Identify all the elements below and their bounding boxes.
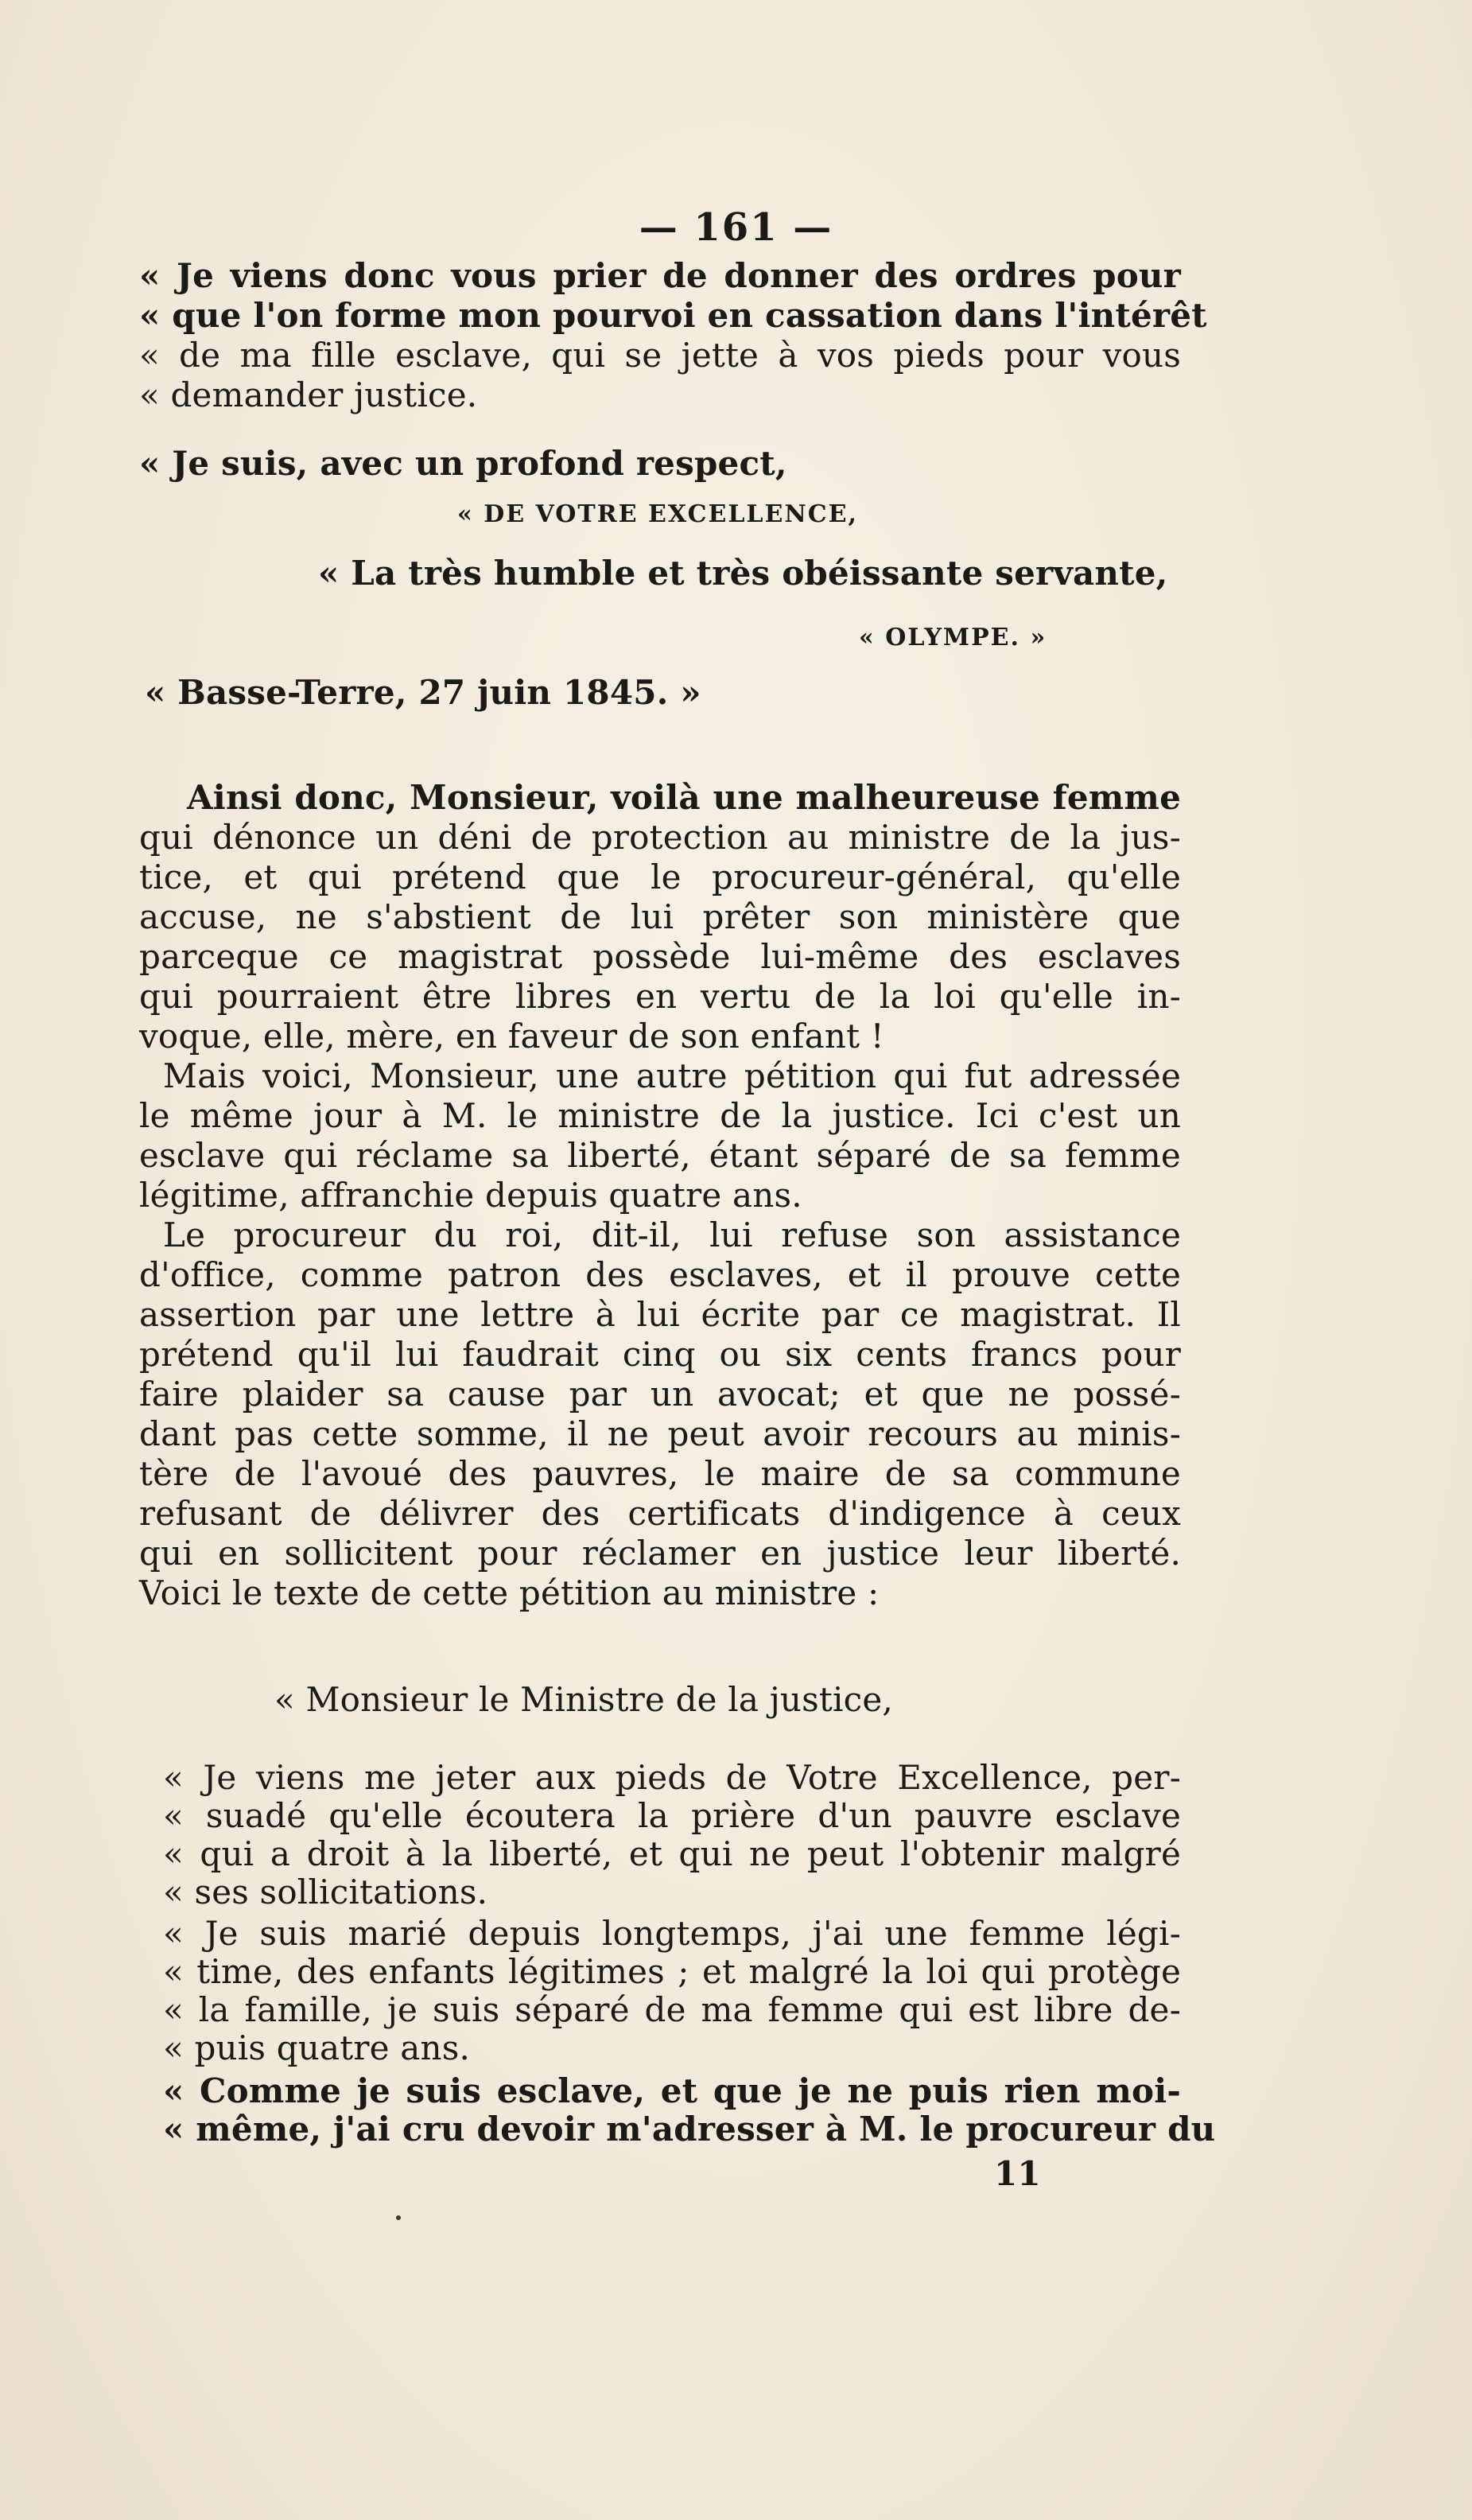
letter2-line-1: « Je viens me jeter aux pieds de Votre Excellence, per-	[163, 1758, 1181, 1797]
body-line-15: prétend qu'il lui faudrait cinq ou six cents francs pour	[139, 1335, 1181, 1374]
body-line-11: légitime, affranchie depuis quatre ans.	[139, 1176, 802, 1215]
body-line-19: refusant de délivrer des certificats d'indigence à ceux	[139, 1494, 1181, 1533]
body-line-10: esclave qui réclame sa liberté, étant séparé de sa femme	[139, 1136, 1181, 1175]
letter2-line-2: « suadé qu'elle écoutera la prière d'un pauvre esclave	[163, 1796, 1181, 1835]
body-line-17: dant pas cette somme, il ne peut avoir recours au minis-	[139, 1414, 1181, 1453]
letter2-line-7: « la famille, je suis séparé de ma femme qui est libre de-	[163, 1990, 1181, 2029]
letter2-line-5: « Je suis marié depuis longtemps, j'ai une femme légi-	[163, 1914, 1181, 1953]
body-line-13: d'office, comme patron des esclaves, et il prouve cette	[139, 1255, 1181, 1294]
letter1-line-2: « que l'on forme mon pourvoi en cassation dans l'intérêt	[139, 296, 1207, 335]
body-line-12: Le procureur du roi, dit-il, lui refuse son assistance	[163, 1215, 1181, 1254]
body-line-18: tère de l'avoué des pauvres, le maire de sa commune	[139, 1454, 1181, 1493]
letter1-address: « DE VOTRE EXCELLENCE,	[457, 500, 858, 528]
letter1-humble: « La très humble et très obéissante servante,	[318, 554, 1168, 593]
letter2-line-10: « même, j'ai cru devoir m'adresser à M. le procureur du	[163, 2110, 1216, 2149]
body-line-4: accuse, ne s'abstient de lui prêter son ministère que	[139, 897, 1181, 936]
ink-speck	[396, 2215, 401, 2220]
letter2-line-3: « qui a droit à la liberté, et qui ne peut l'obtenir malgré	[163, 1834, 1181, 1873]
letter2-line-6: « time, des enfants légitimes ; et malgré la loi qui protège	[163, 1952, 1181, 1991]
body-line-6: qui pourraient être libres en vertu de la loi qu'elle in-	[139, 977, 1181, 1016]
body-line-3: tice, et qui prétend que le procureur-général, qu'elle	[139, 858, 1181, 896]
page-number-header: — 161 —	[639, 205, 833, 250]
letter2-salutation: « Monsieur le Ministre de la justice,	[274, 1680, 893, 1719]
letter1-line-1: « Je viens donc vous prier de donner des ordres pour	[139, 256, 1181, 295]
body-line-8: Mais voici, Monsieur, une autre pétition qui fut adressée	[163, 1056, 1181, 1095]
body-line-20: qui en sollicitent pour réclamer en justice leur liberté.	[139, 1534, 1181, 1573]
letter1-place-date: « Basse-Terre, 27 juin 1845. »	[145, 673, 701, 712]
signature-mark: 11	[994, 2154, 1041, 2193]
letter1-line-3: « de ma fille esclave, qui se jette à vos pieds pour vous	[139, 336, 1181, 375]
letter2-line-9: « Comme je suis esclave, et que je ne puis rien moi-	[163, 2071, 1181, 2110]
body-line-7: voque, elle, mère, en faveur de son enfant !	[139, 1017, 884, 1056]
body-line-16: faire plaider sa cause par un avocat; et que ne possé-	[139, 1375, 1181, 1414]
letter1-line-4: « demander justice.	[139, 375, 478, 414]
letter2-line-8: « puis quatre ans.	[163, 2028, 471, 2067]
body-line-21: Voici le texte de cette pétition au ministre :	[139, 1573, 880, 1612]
letter2-line-4: « ses sollicitations.	[163, 1872, 488, 1911]
body-line-5: parceque ce magistrat possède lui-même des esclaves	[139, 937, 1181, 976]
letter1-signature: « OLYMPE. »	[859, 624, 1047, 651]
body-line-2: qui dénonce un déni de protection au ministre de la jus-	[139, 818, 1181, 857]
body-line-14: assertion par une lettre à lui écrite par ce magistrat. Il	[139, 1295, 1181, 1334]
body-line-1: Ainsi donc, Monsieur, voilà une malheureuse femme	[187, 778, 1181, 817]
letter1-closing: « Je suis, avec un profond respect,	[139, 444, 787, 483]
body-line-9: le même jour à M. le ministre de la justice. Ici c'est un	[139, 1096, 1181, 1135]
